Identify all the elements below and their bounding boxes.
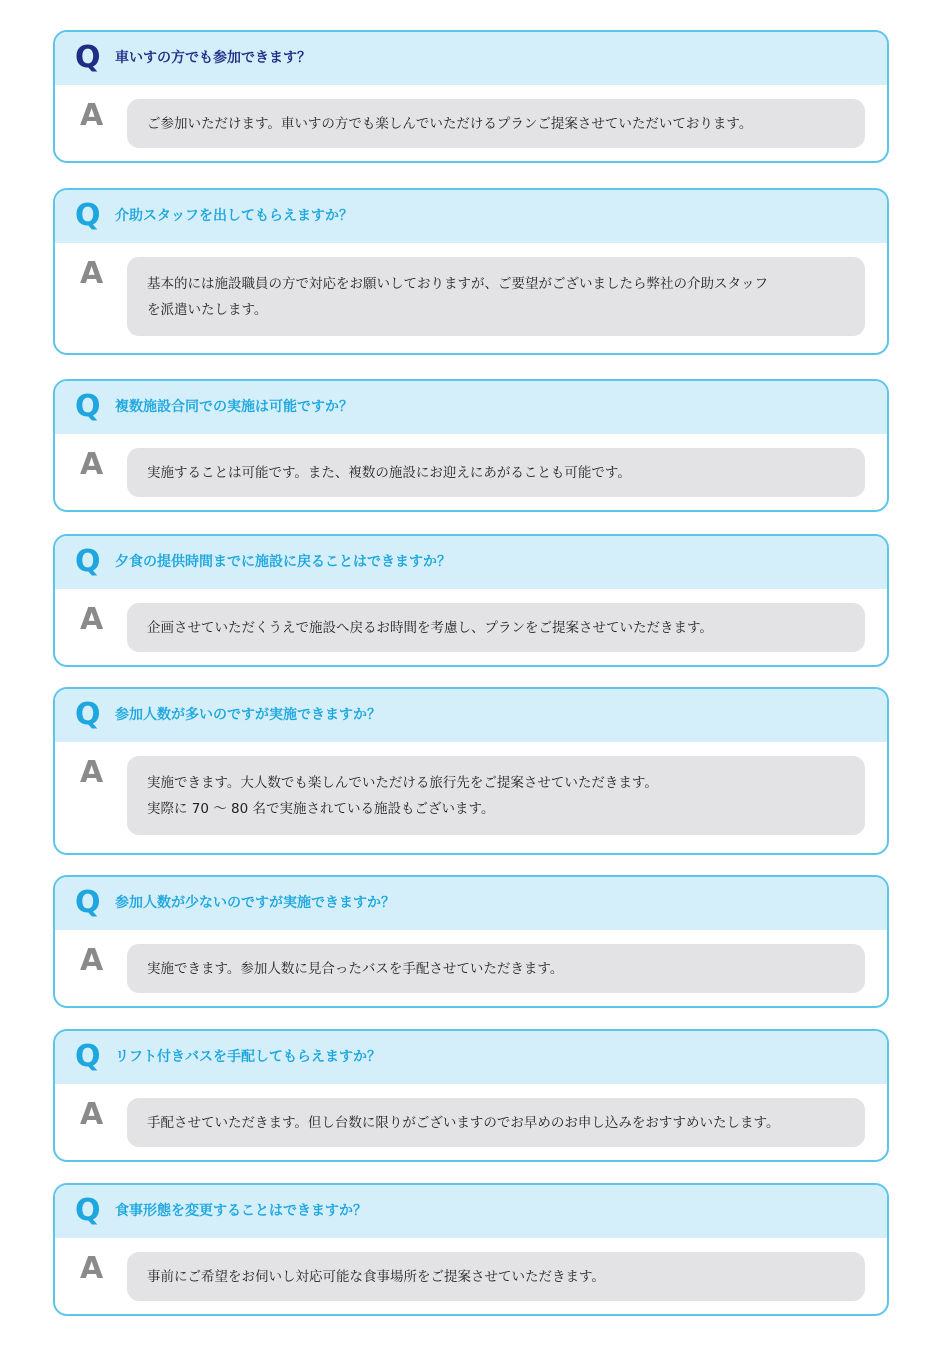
a-icon: A [80, 447, 104, 482]
question-text: リフト付きバスを手配してもらえますか？ [115, 1049, 381, 1065]
answer-line: 実際に 70 ～ 80 名で実施されている施設もございます。 [147, 800, 495, 817]
faq-item [53, 379, 889, 512]
answer-line: 基本的には施設職員の方で対応をお願いしておりますが、ご要望がございましたら弊社の介助スタッフ [147, 275, 768, 292]
a-icon: A [80, 602, 104, 637]
answer-line: 企画させていただくうえで施設へ戻るお時間を考慮し、プランをご提案させていただきます。 [147, 619, 713, 636]
answer-bubble [127, 1098, 865, 1147]
answer-bubble [127, 448, 865, 497]
answer-bubble [127, 99, 865, 148]
faq-item [53, 687, 889, 855]
question-row [55, 689, 887, 742]
answer-line: 実施できます。大人数でも楽しんでいただける旅行先をご提案させていただきます。 [147, 774, 658, 791]
question-text: 参加人数が多いのですが実施できますか？ [115, 707, 381, 723]
q-icon: Q [75, 389, 101, 424]
q-icon: Q [75, 198, 101, 233]
q-icon: Q [75, 544, 101, 579]
question-text: 介助スタッフを出してもらえますか？ [115, 208, 353, 224]
q-icon: Q [75, 1193, 101, 1228]
answer-bubble [127, 257, 865, 336]
q-icon: Q [75, 885, 101, 920]
a-icon: A [80, 1251, 104, 1286]
faq-item [53, 1183, 889, 1316]
question-row [55, 1031, 887, 1084]
answer-bubble [127, 756, 865, 835]
question-text: 夕食の提供時間までに施設に戻ることはできますか？ [115, 554, 451, 570]
question-row [55, 190, 887, 243]
answer-line: 手配させていただきます。但し台数に限りがございますのでお早めのお申し込みをおすすめいたします。 [147, 1114, 780, 1131]
question-text: 参加人数が少ないのですが実施できますか？ [115, 895, 395, 911]
a-icon: A [80, 943, 104, 978]
question-row [55, 536, 887, 589]
faq-item [53, 30, 889, 163]
answer-bubble [127, 1252, 865, 1301]
question-text: 複数施設合同での実施は可能ですか？ [115, 399, 353, 415]
question-row [55, 1185, 887, 1238]
answer-bubble [127, 603, 865, 652]
question-row [55, 32, 887, 85]
question-row [55, 877, 887, 930]
question-text: 車いすの方でも参加できます？ [115, 50, 311, 66]
answer-bubble [127, 944, 865, 993]
faq-item [53, 534, 889, 667]
a-icon: A [80, 256, 104, 291]
a-icon: A [80, 1097, 104, 1132]
q-icon: Q [75, 40, 101, 75]
answer-line: 実施することは可能です。また、複数の施設にお迎えにあがることも可能です。 [147, 464, 631, 481]
answer-line: 事前にご希望をお伺いし対応可能な食事場所をご提案させていただきます。 [147, 1268, 605, 1285]
answer-line: 実施できます。参加人数に見合ったバスを手配させていただきます。 [147, 960, 564, 977]
question-text: 食事形態を変更することはできますか？ [115, 1203, 367, 1219]
question-row [55, 381, 887, 434]
a-icon: A [80, 98, 104, 133]
a-icon: A [80, 755, 104, 790]
answer-line: を派遣いたします。 [147, 301, 268, 318]
answer-line: ご参加いただけます。車いすの方でも楽しんでいただけるプランご提案させていただいております。 [147, 115, 753, 132]
q-icon: Q [75, 1039, 101, 1074]
q-icon: Q [75, 697, 101, 732]
faq-item [53, 1029, 889, 1162]
faq-item [53, 188, 889, 355]
faq-item [53, 875, 889, 1008]
